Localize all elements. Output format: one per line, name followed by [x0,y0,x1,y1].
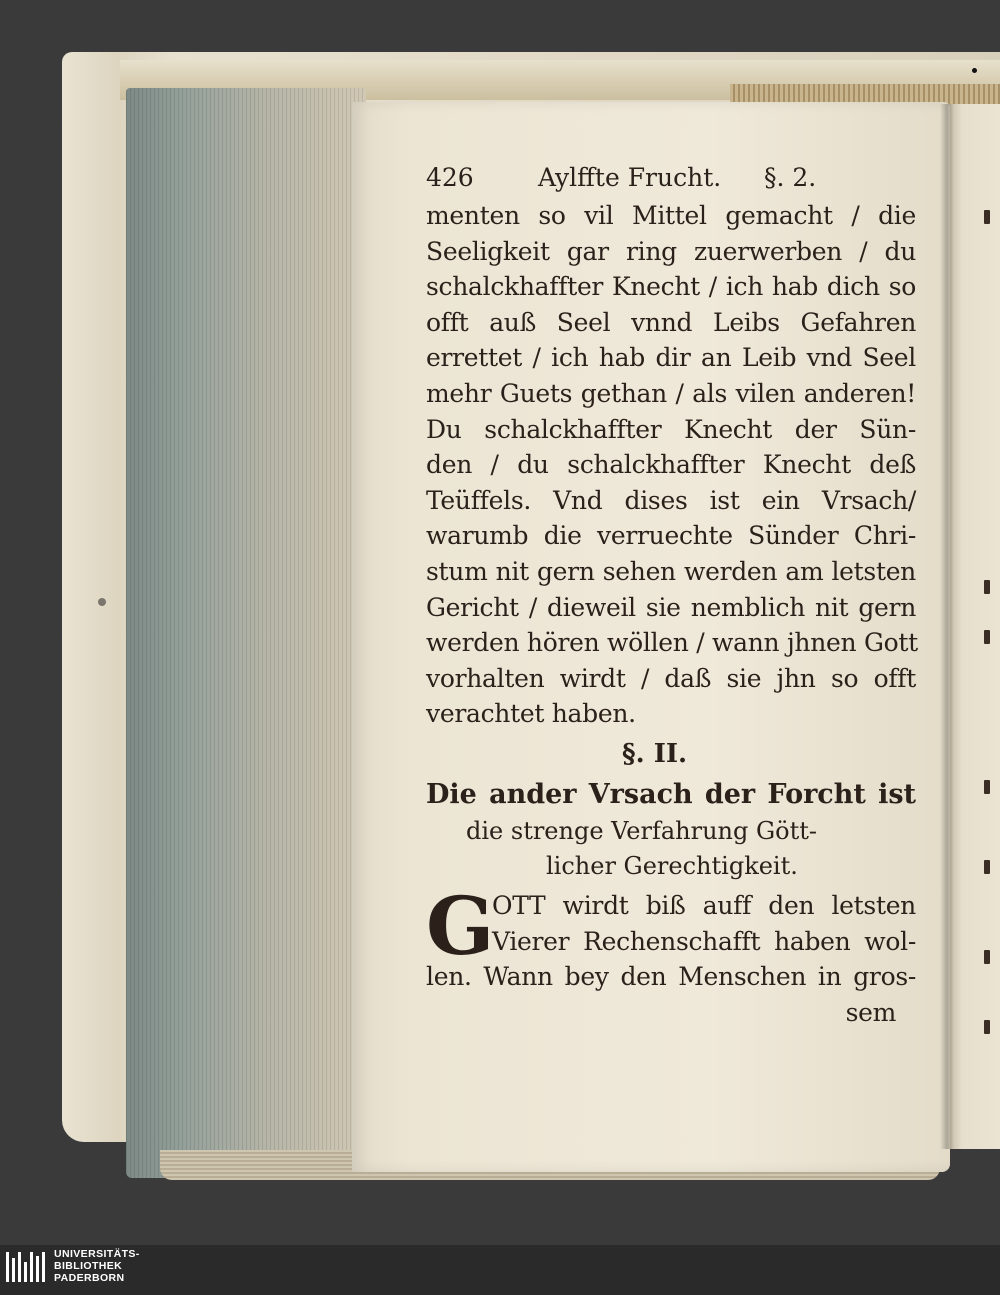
text-line: verachtet haben. [426,699,636,729]
text-line: Seeligkeit gar ring zuerwerben / du [426,236,916,266]
text-line: Gericht / dieweil sie nemblich nit gern [426,592,916,622]
section-reference: §. 2. [764,163,817,192]
text-line: stum nit gern sehen werden am letsten [426,556,916,586]
cover-fore-edge [730,84,1000,104]
text-line: offt auß Seel vnnd Leibs Gefahren [426,307,916,337]
text-line: len. Wann bey den Menschen in gros- [426,962,916,992]
catchword: sem [845,997,896,1027]
page-text [426,158,916,1030]
text-line: Vierer Rechenschafft haben wol- [492,926,916,956]
corner-spot [972,68,977,73]
text-line: Du schalckhaffter Knecht der Sün- [426,414,916,444]
section-mark: §. II. [622,738,688,769]
library-name-line-3: PADERBORN [54,1272,125,1284]
text-line: den / du schalckhaffter Knecht deß [426,450,916,480]
text-line: errettet / ich hab dir an Leib vnd Seel [426,343,916,373]
page-block-edge [126,88,366,1178]
text-line: vorhalten wirdt / daß sie jhn so offt [426,663,916,693]
text-line: schalckhaffter Knecht / ich hab dich so [426,272,916,302]
library-logo-icon [6,1252,46,1282]
drop-capital: G [426,878,495,973]
text-line: menten so vil Mittel gemacht / die [426,201,916,230]
running-head: Aylffte Frucht. [538,163,722,192]
gutter-shadow [940,104,954,1149]
text-line: warumb die verruechte Sünder Chri- [426,521,916,551]
page-header [426,158,916,198]
text-line: werden hören wöllen / wann jhnen Gott [426,628,918,658]
section-subheading-2: licher Gerechtigkeit. [546,851,798,880]
text-line: OTT wirdt biß auff den letsten [492,890,916,920]
section-heading: Die ander Vrsach der Forcht ist [426,778,916,810]
cover-spot [98,598,106,606]
section-subheading-1: die strenge Verfahrung Gött- [466,816,818,845]
paragraph-start [426,878,916,1030]
library-footer [0,1245,1000,1295]
library-name [54,1248,140,1284]
text-line: Teüffels. Vnd dises ist ein Vrsach/ [426,485,916,515]
library-name-line-1: UNIVERSITÄTS- [54,1248,140,1260]
text-line: mehr Guets gethan / als vilen anderen! [426,378,916,408]
page-number: 426 [426,163,474,192]
facing-page [946,104,1000,1149]
library-name-line-2: BIBLIOTHEK [54,1260,123,1272]
